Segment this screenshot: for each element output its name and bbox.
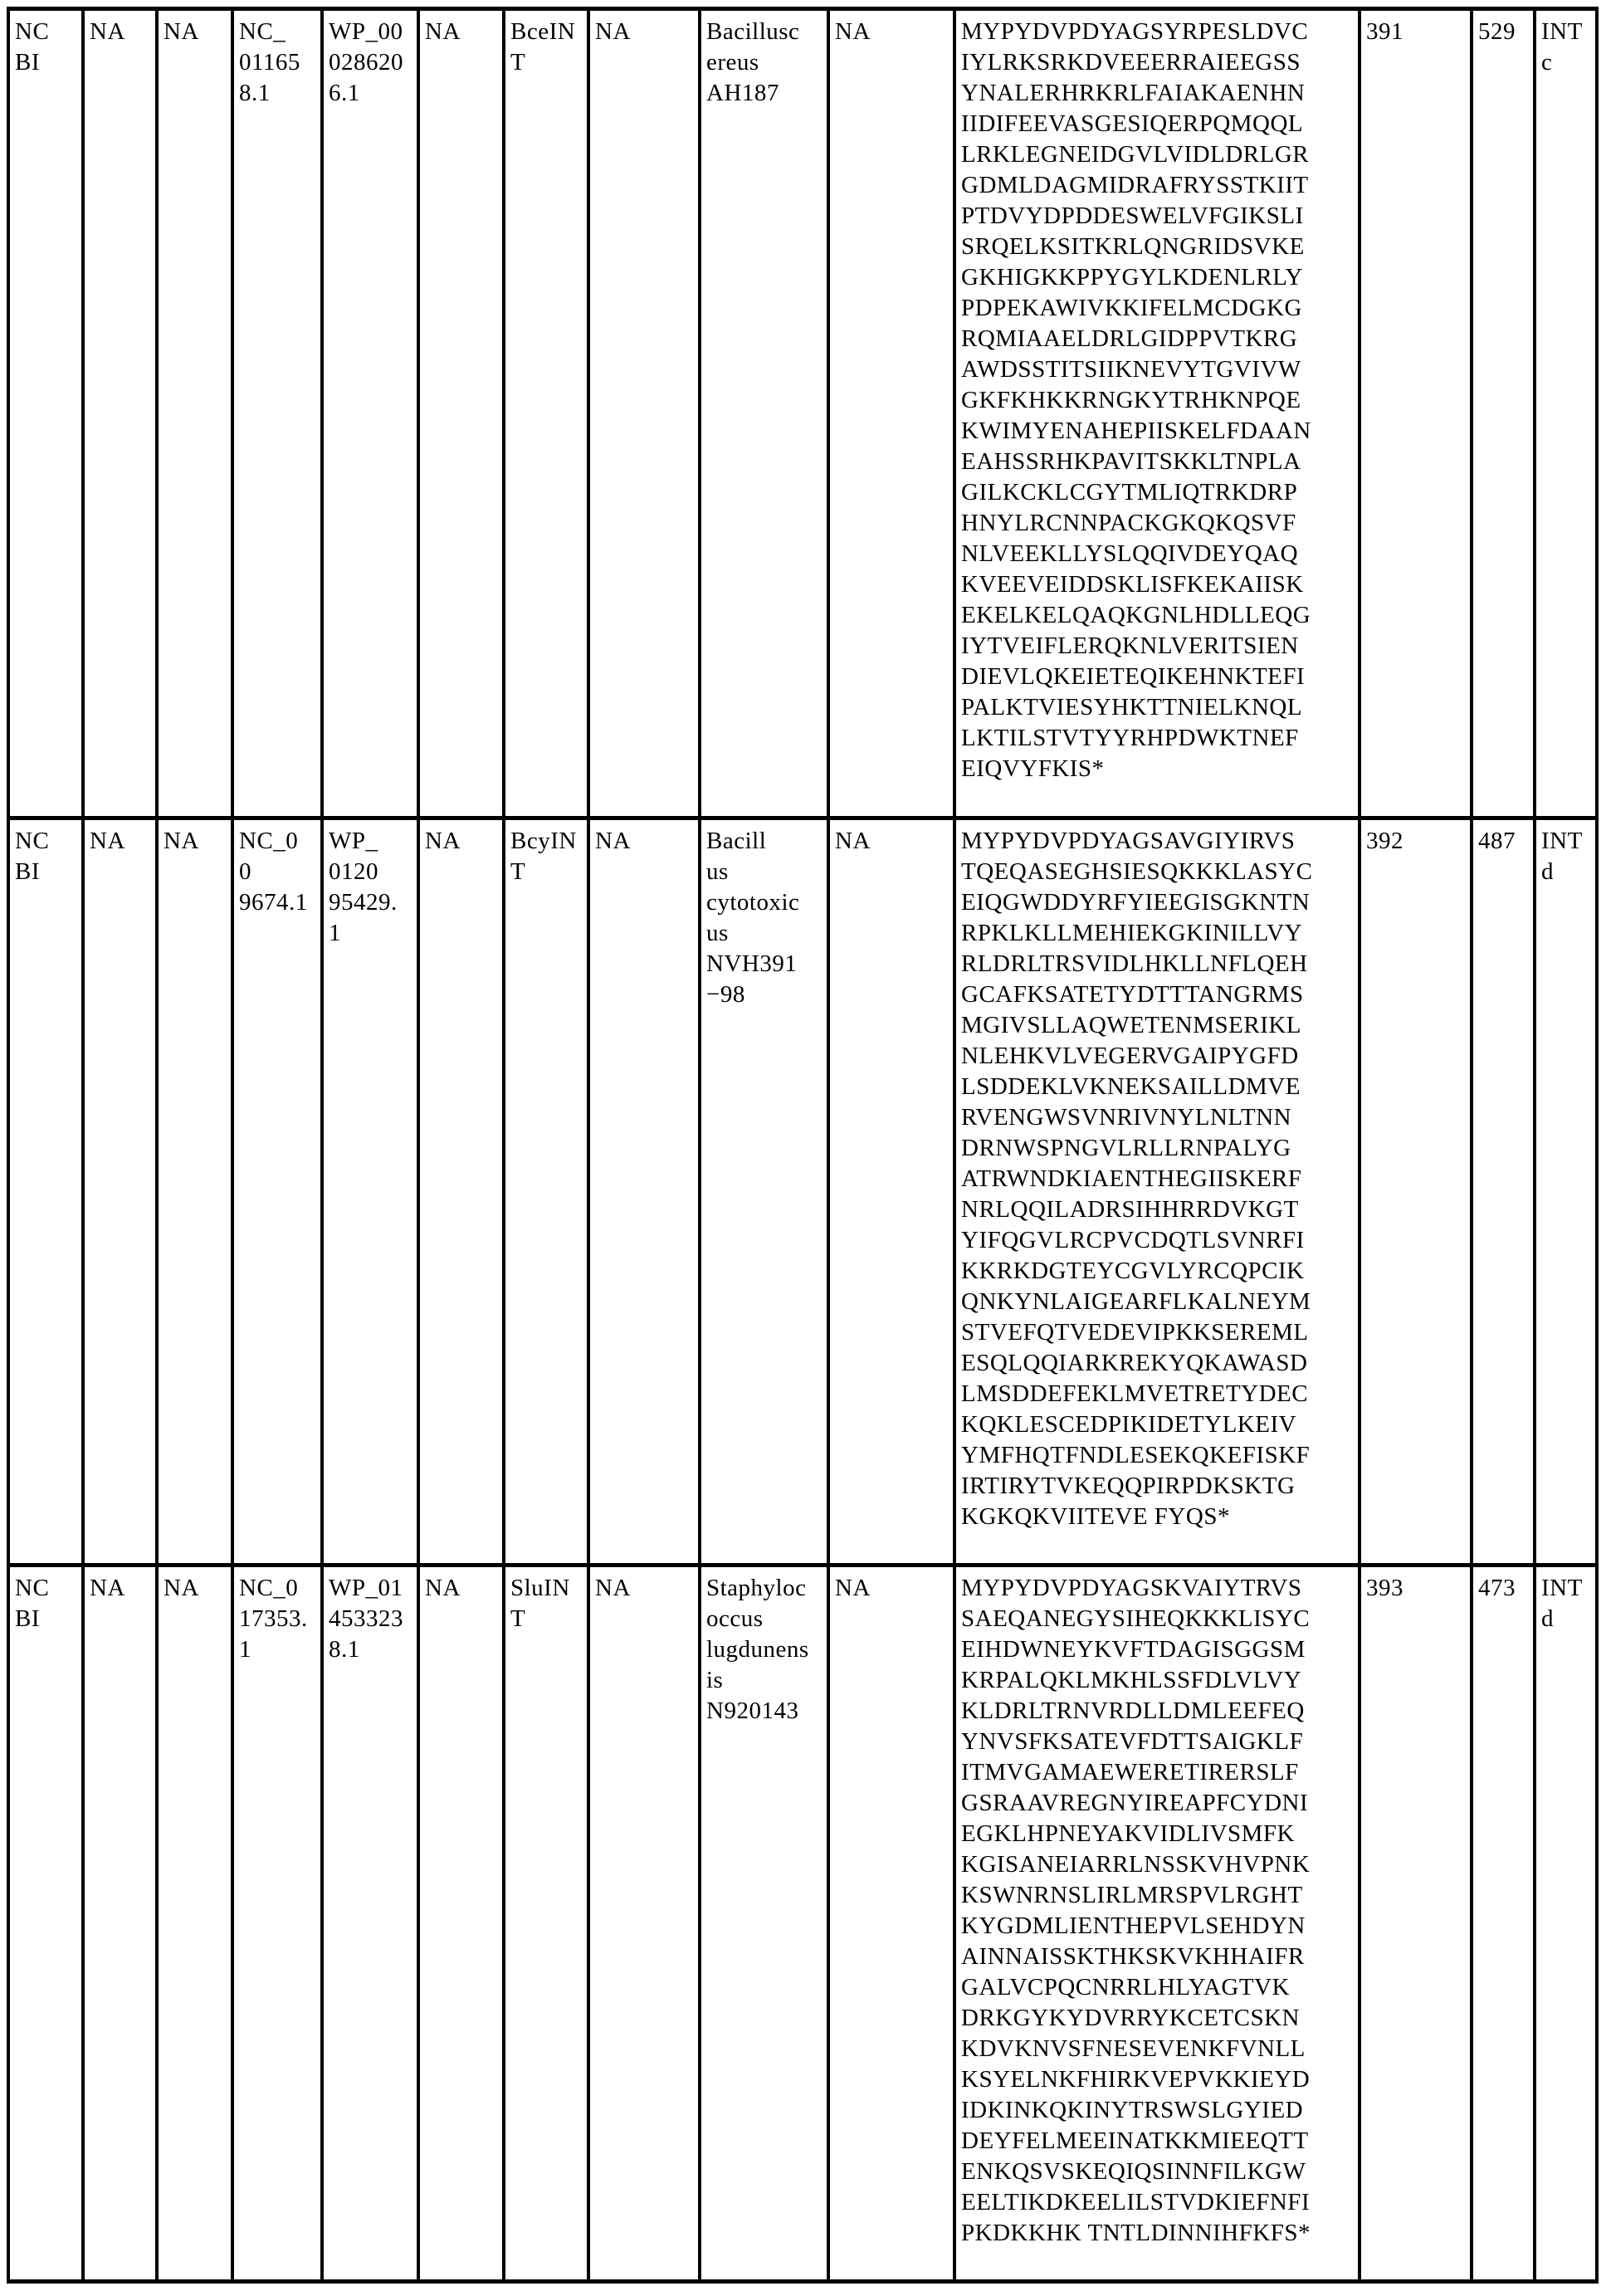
cell-protein-sequence: MYPYDVPDYAGSKVAIYTRVS SAEQANEGYSIHEQKKKLISYC EIHDWNEYKVFTDAGISGGSM KRPALQKLMKHLSSFDLVLVY KLDRLTRNVRDLLDMLEEFEQ YNVSFKSATEVFDTTSAIGKLF ITMVGAMAEWERETIRERSLF GSRAAVREGNYIREAPFCYDNI EGKLHPNEYAKVIDLIVSMFK KGISANEIARRLNSSKVHVPNK KSWNRNSLIRLMRSPVLRGHT KYGDMLIENTHEPVLSEHDYN AINNAISSKTHKSKVKHHAIFR GALVCPQCNRRLHLYAGTVK DRKGYKYDVRRYKCETCSKN KDVKNVSFNESEVENKFVNLL KSYELNKFHIRKVEPVKKIEYD IDKINKQKINYTRSWSLGYIED DEYFELMEEINATKKMIEEQTT ENKQSVSKEQIQSINNFILKGW EELTIKDKEELILSTVDKIEFNFI PKDKKHK TNTLDINNIHFKFS*: [954, 1566, 1359, 2282]
cell-genome-accession: NC_ 01165 8.1: [232, 9, 322, 818]
cell-na: NA: [588, 1566, 700, 2282]
table-row: [8, 818, 1597, 1566]
cell-na: NA: [157, 818, 232, 1566]
cell-database: NC BI: [8, 818, 83, 1566]
cell-genome-accession: NC_0 0 9674.1: [232, 818, 322, 1566]
cell-na: NA: [418, 1566, 504, 2282]
cell-organism: Bacill us cytotoxic us NVH391 −98: [700, 818, 828, 1566]
cell-position-number: 391: [1359, 9, 1472, 818]
cell-na: NA: [828, 1566, 954, 2282]
cell-na: NA: [588, 818, 700, 1566]
cell-integrase-type: INT d: [1535, 1566, 1597, 2282]
cell-na: NA: [418, 818, 504, 1566]
cell-genome-accession: NC_0 17353. 1: [232, 1566, 322, 2282]
cell-database: NC BI: [8, 1566, 83, 2282]
cell-integrase-type: INT d: [1535, 818, 1597, 1566]
cell-position-number: 392: [1359, 818, 1472, 1566]
cell-length-number: 487: [1472, 818, 1535, 1566]
cell-protein-accession: WP_01 453323 8.1: [322, 1566, 418, 2282]
cell-protein-sequence: MYPYDVPDYAGSYRPESLDVC IYLRKSRKDVEEERRAIEEGSS YNALERHRKRLFAIAKAENHN IIDIFEEVASGESIQERPQMQQL LRKLEGNEIDGVLVIDLDRLGR GDMLDAGMIDRAFRYSSTKIIT PTDVYDPDDESWELVFGIKSLI SRQELKSITKRLQNGRIDSVKE GKHIGKKPPYGYLKDENLRLY PDPEKAWIVKKIFELMCDGKG RQMIAAELDRLGIDPPVTKRG AWDSSTITSIIKNEVYTGVIVW GKFKHKKRNGKYTRHKNPQE KWIMYENAHEPIISKELFDAAN EAHSSRHKPAVITSKKLTNPLA GILKCKLCGYTMLIQTRKDRP HNYLRCNNPACKGKQKQSVF NLVEEKLLYSLQQIVDEYQAQ KVEEVEIDDSKLISFKEKAIISK EKELKELQAQKGNLHDLLEQG IYTVEIFLERQKNLVERITSIEN DIEVLQKEIETEQIKEHNKTEFI PALKTVIESYHKTTNIELKNQL LKTILSTVTYYRHPDWKTNEF EIQVYFKIS*: [954, 9, 1359, 818]
cell-protein-sequence: MYPYDVPDYAGSAVGIYIRVS TQEQASEGHSIESQKKKLASYC EIQGWDDYRFYIEEGISGKNTN RPKLKLLMEHIEKGKINILLVY RLDRLTRSVIDLHKLLNFLQEH GCAFKSATETYDTTTANGRMS MGIVSLLAQWETENMSERIKL NLEHKVLVEGERVGAIPYGFD LSDDEKLVKNEKSAILLDMVE RVENGWSVNRIVNYLNLTNN DRNWSPNGVLRLLRNPALYG ATRWNDKIAENTHEGIISKERF NRLQQILADRSIHHRRDVKGT YIFQGVLRCPVCDQTLSVNRFI KKRKDGTEYCGVLYRCQPCIK QNKYNLAIGEARFLKALNEYM STVEFQTVEDEVIPKKSEREML ESQLQQIARKREKYQKAWASD LMSDDEFEKLMVETRETYDEC KQKLESCEDPIKIDETYLKEIV YMFHQTFNDLESEKQKEFISKF IRTIRYTVKEQQPIRPDKSKTG KGKQKVIITEVE FYQS*: [954, 818, 1359, 1566]
sequence-table: [7, 7, 1599, 2284]
cell-length-number: 473: [1472, 1566, 1535, 2282]
table-row: [8, 1566, 1597, 2282]
cell-na: NA: [828, 9, 954, 818]
cell-position-number: 393: [1359, 1566, 1472, 2282]
cell-na: NA: [83, 1566, 157, 2282]
cell-integrase-name: SluIN T: [504, 1566, 588, 2282]
cell-na: NA: [828, 818, 954, 1566]
cell-organism: Staphyloc occus lugdunens is N920143: [700, 1566, 828, 2282]
cell-na: NA: [157, 1566, 232, 2282]
cell-integrase-type: INT c: [1535, 9, 1597, 818]
cell-database: NC BI: [8, 9, 83, 818]
cell-organism: Bacillusc ereus AH187: [700, 9, 828, 818]
cell-na: NA: [157, 9, 232, 818]
cell-protein-accession: WP_ 0120 95429. 1: [322, 818, 418, 1566]
cell-na: NA: [83, 818, 157, 1566]
table-row: [8, 9, 1597, 818]
cell-integrase-name: BcyIN T: [504, 818, 588, 1566]
cell-integrase-name: BceIN T: [504, 9, 588, 818]
cell-na: NA: [83, 9, 157, 818]
cell-na: NA: [588, 9, 700, 818]
cell-length-number: 529: [1472, 9, 1535, 818]
cell-protein-accession: WP_00 028620 6.1: [322, 9, 418, 818]
cell-na: NA: [418, 9, 504, 818]
